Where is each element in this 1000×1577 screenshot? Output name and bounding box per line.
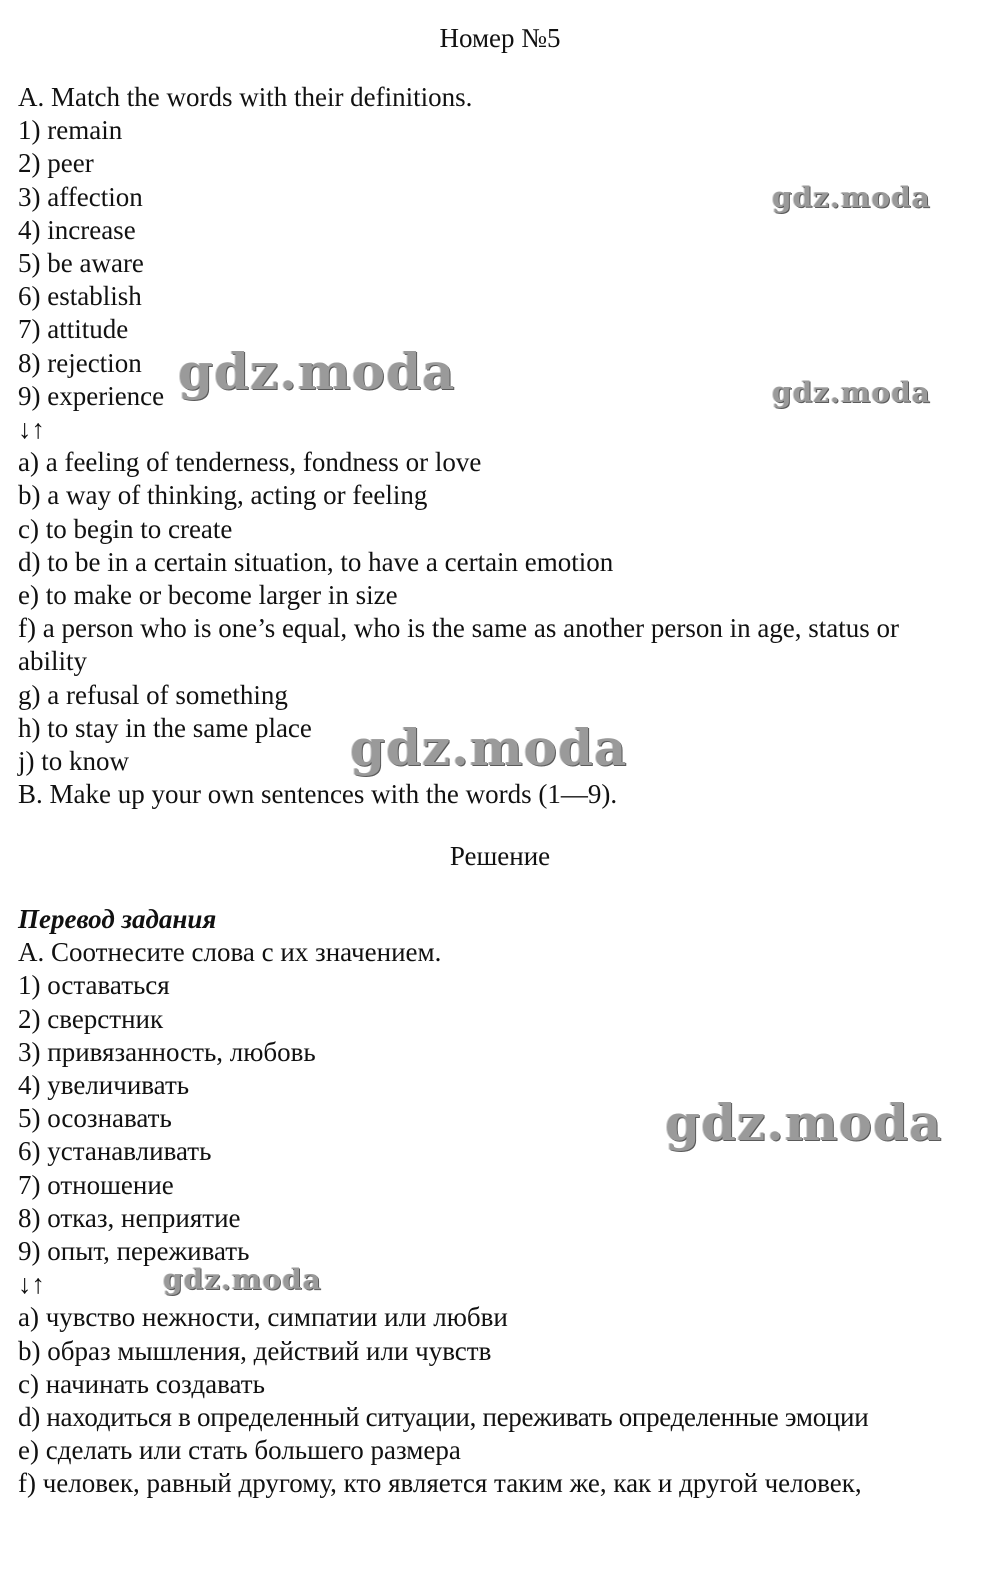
- translated-word-item: 8) отказ, неприятие: [18, 1202, 241, 1233]
- watermark-logo: gdz.moda: [163, 1263, 322, 1296]
- solution-heading: Решение: [449, 841, 551, 871]
- translated-word-item: 2) сверстник: [18, 1003, 164, 1034]
- task-instruction-b: B. Make up your own sentences with the words (1—9).: [18, 779, 618, 810]
- word-item: 8) rejection: [18, 347, 142, 378]
- word-item: 2) peer: [18, 148, 94, 179]
- arrows-icon: ↓↑: [18, 1269, 45, 1300]
- word-item: 6) establish: [18, 281, 142, 312]
- translated-definition-item: d) находиться в определенный ситуации, переживать определенные эмоции: [18, 1402, 869, 1433]
- translated-word-item: 4) увеличивать: [18, 1070, 190, 1101]
- solution-section: [18, 903, 978, 1501]
- word-item: 5) be aware: [18, 248, 144, 279]
- definition-item: d) to be in a certain situation, to have a certain emotion: [18, 546, 614, 577]
- translated-definition-item: b) образ мышления, действий или чувств: [18, 1335, 492, 1366]
- watermark-logo: gdz.moda: [665, 1093, 943, 1152]
- translated-word-item: 7) отношение: [18, 1169, 174, 1200]
- word-item: 7) attitude: [18, 314, 129, 345]
- page-title: Номер №5: [439, 23, 561, 53]
- definition-item: f) a person who is one’s equal, who is the same as another person in age, status or ability: [18, 613, 900, 677]
- definition-item: e) to make or become larger in size: [18, 580, 398, 611]
- word-item: 1) remain: [18, 115, 123, 146]
- word-item: 9) experience: [18, 380, 165, 411]
- definition-item: j) to know: [18, 746, 129, 777]
- definition-item: c) to begin to create: [18, 513, 233, 544]
- translated-word-item: 5) осознавать: [18, 1103, 172, 1134]
- arrows-icon: ↓↑: [18, 414, 45, 445]
- definition-item: a) a feeling of tenderness, fondness or love: [18, 447, 482, 478]
- translated-word-item: 1) оставаться: [18, 970, 170, 1001]
- definition-item: h) to stay in the same place: [18, 712, 312, 743]
- translated-definition-item: c) начинать создавать: [18, 1368, 265, 1399]
- translated-definition-item: e) сделать или стать большего размера: [18, 1435, 461, 1466]
- translated-definition-item: a) чувство нежности, симпатии или любви: [18, 1302, 508, 1333]
- translated-word-item: 6) устанавливать: [18, 1136, 212, 1167]
- word-item: 3) affection: [18, 181, 143, 212]
- translated-word-item: 9) опыт, переживать: [18, 1236, 250, 1267]
- translation-title: Перевод задания: [18, 904, 217, 934]
- watermark-logo: gdz.moda: [178, 342, 456, 401]
- translated-definition-item: f) человек, равный другому, кто является таким же, как и другой человек,: [18, 1468, 862, 1499]
- solution-instruction-a: А. Соотнесите слова с их значением.: [18, 937, 442, 968]
- task-instruction-a: A. Match the words with their definitions.: [18, 82, 473, 112]
- definition-item: g) a refusal of something: [18, 679, 288, 710]
- watermark-logo: gdz.moda: [772, 376, 931, 409]
- definition-item: b) a way of thinking, acting or feeling: [18, 480, 428, 511]
- watermark-logo: gdz.moda: [350, 718, 628, 777]
- translated-word-item: 3) привязанность, любовь: [18, 1036, 316, 1067]
- word-item: 4) increase: [18, 214, 136, 245]
- watermark-logo: gdz.moda: [772, 181, 931, 214]
